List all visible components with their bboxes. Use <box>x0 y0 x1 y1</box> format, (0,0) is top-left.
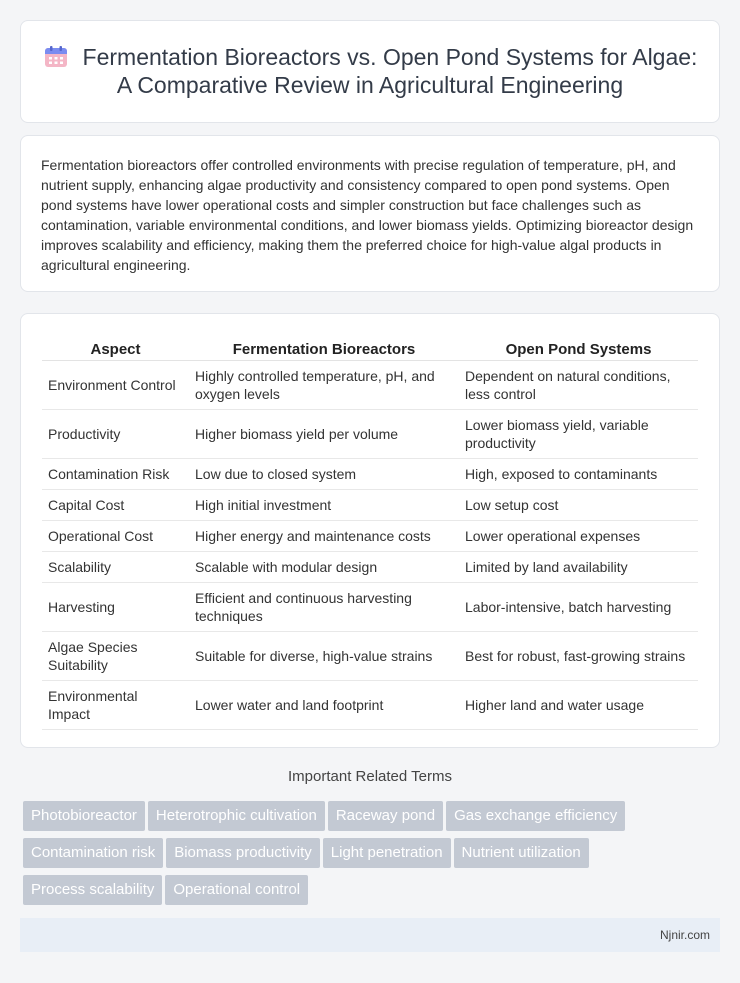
term-tag[interactable]: Raceway pond <box>328 801 443 831</box>
table-cell: Low setup cost <box>459 489 698 520</box>
term-tag[interactable]: Nutrient utilization <box>454 838 589 868</box>
table-cell: Best for robust, fast-growing strains <box>459 631 698 680</box>
footer <box>20 918 720 952</box>
column-header: Open Pond Systems <box>459 334 698 360</box>
column-header: Aspect <box>42 334 189 360</box>
table-cell: Scalability <box>42 551 189 582</box>
term-tag[interactable]: Heterotrophic cultivation <box>148 801 325 831</box>
summary-text: Fermentation bioreactors offer controlled environments with precise regulation of temperature, pH, and nutrient supply, enhancing algae productivity and consistency compared to open pond systems. Open pond systems have lower operational costs and simpler construction but face challenges such as contamination, variable environmental conditions, and lower biomass yields. Optimizing bioreactor design improves scalability and efficiency, making them the preferred choice for high-value algal products in agricultural engineering. <box>41 157 694 273</box>
table-row <box>42 409 698 458</box>
table-row <box>42 551 698 582</box>
table-cell: Lower biomass yield, variable productivity <box>459 409 698 458</box>
table-cell: Lower operational expenses <box>459 520 698 551</box>
table-cell: Contamination Risk <box>42 458 189 489</box>
title-card <box>20 20 720 123</box>
table-cell: Lower water and land footprint <box>189 680 459 729</box>
table-cell: High, exposed to contaminants <box>459 458 698 489</box>
table-row <box>42 582 698 631</box>
table-cell: Environmental Impact <box>42 680 189 729</box>
table-cell: Harvesting <box>42 582 189 631</box>
related-terms-title: Important Related Terms <box>288 768 452 785</box>
term-tag[interactable]: Gas exchange efficiency <box>446 801 625 831</box>
table-cell: Labor-intensive, batch harvesting <box>459 582 698 631</box>
term-tag[interactable]: Contamination risk <box>23 838 163 868</box>
calendar-icon <box>43 46 69 68</box>
term-tag[interactable]: Operational control <box>165 875 308 905</box>
table-cell: Higher energy and maintenance costs <box>189 520 459 551</box>
table-cell: Operational Cost <box>42 520 189 551</box>
table-cell: Algae Species Suitability <box>42 631 189 680</box>
table-cell: Higher biomass yield per volume <box>189 409 459 458</box>
table-row <box>42 458 698 489</box>
table-cell: Limited by land availability <box>459 551 698 582</box>
table-cell: Efficient and continuous harvesting techniques <box>189 582 459 631</box>
table-cell: Dependent on natural conditions, less control <box>459 360 698 409</box>
table-cell: Capital Cost <box>42 489 189 520</box>
table-row <box>42 520 698 551</box>
table-cell: Productivity <box>42 409 189 458</box>
table-cell: High initial investment <box>189 489 459 520</box>
table-cell: Scalable with modular design <box>189 551 459 582</box>
term-tag[interactable]: Light penetration <box>323 838 451 868</box>
table-cell: Environment Control <box>42 360 189 409</box>
table-row <box>42 680 698 729</box>
table-header-row <box>42 334 698 360</box>
summary-card <box>20 135 720 292</box>
page-title-text: Fermentation Bioreactors vs. Open Pond Systems for Algae: A Comparative Review in Agricultural Engineering <box>82 44 698 98</box>
comparison-table <box>42 334 698 730</box>
term-tag[interactable]: Process scalability <box>23 875 162 905</box>
term-tag[interactable]: Biomass productivity <box>166 838 320 868</box>
footer-site-link[interactable]: Njnir.com <box>659 928 710 942</box>
related-terms-list <box>23 801 713 912</box>
table-row <box>42 489 698 520</box>
table-cell: Suitable for diverse, high-value strains <box>189 631 459 680</box>
table-cell: Higher land and water usage <box>459 680 698 729</box>
page-title <box>41 43 699 99</box>
comparison-table-card <box>20 313 720 748</box>
table-row <box>42 631 698 680</box>
term-tag[interactable]: Photobioreactor <box>23 801 145 831</box>
column-header: Fermentation Bioreactors <box>189 334 459 360</box>
table-cell: Highly controlled temperature, pH, and oxygen levels <box>189 360 459 409</box>
table-row <box>42 360 698 409</box>
table-cell: Low due to closed system <box>189 458 459 489</box>
